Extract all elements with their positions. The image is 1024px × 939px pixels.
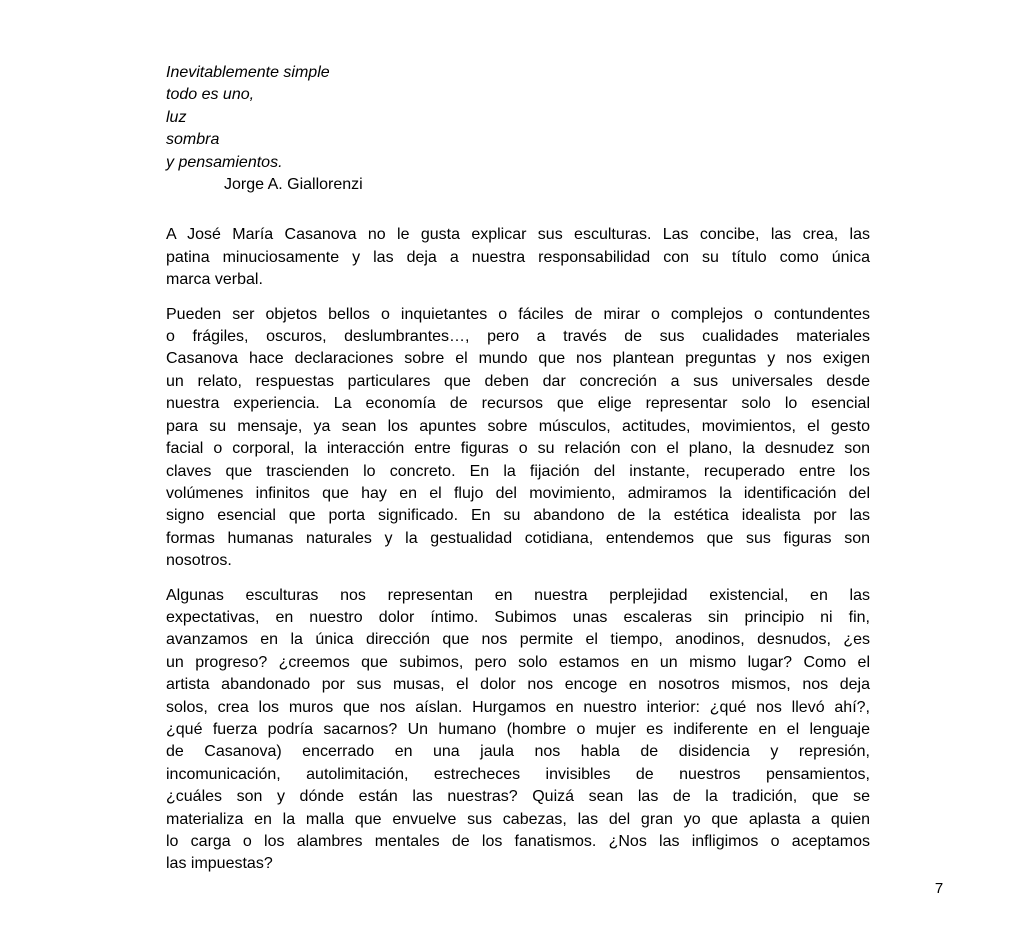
paragraph-1 xyxy=(166,224,870,291)
poem-line: y pensamientos. xyxy=(166,153,283,171)
poem-author: Jorge A. Giallorenzi xyxy=(224,176,363,194)
poem-line: todo es uno, xyxy=(166,86,255,104)
text-line: Algunas esculturas nos representan en nuestra perplejidad existencial, en las xyxy=(166,586,870,604)
text-line: formas humanas naturales y la gestualidad cotidiana, entendemos que sus figuras son xyxy=(166,529,870,547)
text-line: de Casanova) encerrado en una jaula nos habla de disidencia y represión, xyxy=(166,743,870,761)
poem-epigraph xyxy=(166,62,870,174)
text-line: signo esencial que porta significado. En su abandono de la estética idealista por las xyxy=(166,507,870,525)
text-line: claves que trascienden lo concreto. En la fijación del instante, recuperado entre los xyxy=(166,462,870,480)
paragraph-2 xyxy=(166,304,870,573)
text-line: materializa en la malla que envuelve sus cabezas, las del gran yo que aplasta a quien xyxy=(166,810,870,828)
text-line: expectativas, en nuestro dolor íntimo. Subimos unas escaleras sin principio ni fin, xyxy=(166,608,870,626)
text-line: un relato, respuestas particulares que deben dar concreción a sus universales desde xyxy=(166,372,870,390)
poem-line: Inevitablemente simple xyxy=(166,64,330,81)
text-line: nuestra experiencia. La economía de recursos que elige representar solo lo esencial xyxy=(166,395,870,413)
text-block xyxy=(166,62,870,876)
text-line: ¿qué fuerza podría sacarnos? Un humano (hombre o mujer es indiferente en el lenguaje xyxy=(166,720,870,738)
text-line: marca verbal. xyxy=(166,271,263,289)
text-line: un progreso? ¿creemos que subimos, pero solo estamos en un mismo lugar? Como el xyxy=(166,653,870,671)
text-line: volúmenes infinitos que hay en el flujo del movimiento, admiramos la identificación del xyxy=(166,484,870,502)
text-line: A José María Casanova no le gusta explicar sus esculturas. Las concibe, las crea, las xyxy=(166,226,870,244)
page-number: 7 xyxy=(934,880,944,897)
text-line: nosotros. xyxy=(166,552,232,570)
text-line: patina minuciosamente y las deja a nuestra responsabilidad con su título como única xyxy=(166,248,870,266)
text-line: las impuestas? xyxy=(166,855,273,873)
poem-line: luz xyxy=(166,108,187,126)
poem-line: sombra xyxy=(166,131,220,149)
text-line: solos, crea los muros que nos aíslan. Hurgamos en nuestro interior: ¿qué nos llevó ahí?, xyxy=(166,698,870,716)
text-line: artista abandonado por sus musas, el dolor nos encoge en nosotros mismos, nos deja xyxy=(166,676,870,694)
text-line: facial o corporal, la interacción entre figuras o su relación con el plano, la desnudez son xyxy=(166,440,870,458)
text-line: o frágiles, oscuros, deslumbrantes…, pero a través de sus cualidades materiales xyxy=(166,328,870,346)
text-line: Pueden ser objetos bellos o inquietantes o fáciles de mirar o complejos o contundentes xyxy=(166,305,870,323)
text-line: incomunicación, autolimitación, estrecheces invisibles de nuestros pensamientos, xyxy=(166,765,870,783)
text-line: avanzamos en la única dirección que nos permite el tiempo, anodinos, desnudos, ¿es xyxy=(166,631,870,649)
text-line: para su mensaje, ya sean los apuntes sobre músculos, actitudes, movimientos, el gesto xyxy=(166,417,870,435)
text-line: lo carga o los alambres mentales de los fanatismos. ¿Nos las infligimos o aceptamos xyxy=(166,833,870,850)
text-line: Casanova hace declaraciones sobre el mundo que nos plantean preguntas y nos exigen xyxy=(166,350,870,368)
text-line: ¿cuáles son y dónde están las nuestras? Quizá sean las de la tradición, que se xyxy=(166,788,870,806)
paragraph-3 xyxy=(166,585,870,876)
